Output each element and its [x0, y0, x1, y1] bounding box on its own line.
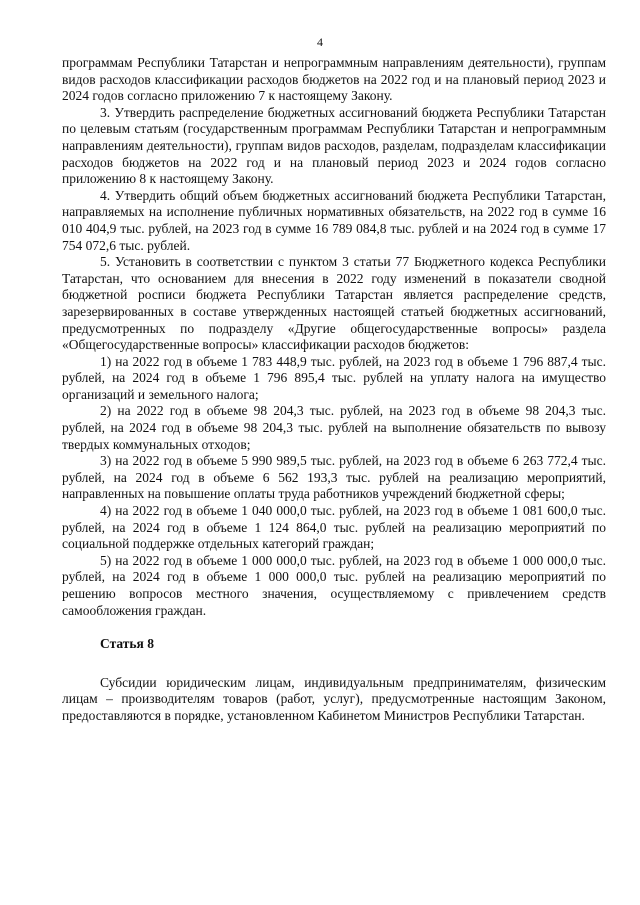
page-number: 4 [317, 35, 323, 49]
paragraph-item-4: 4. Утвердить общий объем бюджетных ассигнований бюджета Республики Татарстан, направляемых на исполнение публичных нормативных обязательств, на 2022 год в сумме 16 010 404,9 тыс. рублей, на 2023 год в сумме 16 789 084,8 тыс. рублей и на 2024 год в сумме 17 754 072,6 тыс. рублей. [62, 187, 606, 253]
document-body [62, 55, 606, 725]
subitem-1: 1) на 2022 год в объеме 1 783 448,9 тыс. рублей, на 2023 год в объеме 1 796 887,4 тыс. рублей, на 2024 год в объеме 1 796 895,4 тыс. рублей на уплату налога на имущество организаций и земельного налога; [62, 353, 606, 402]
article-8-paragraph: Субсидии юридическим лицам, индивидуальным предпринимателям, физическим лицам – производителям товаров (работ, услуг), предусмотренные настоящим Законом, предоставляются в порядке, установленном Кабинетом Министров Республики Татарстан. [62, 674, 606, 723]
article-title: Статья 8 [100, 636, 154, 652]
subitem-3: 3) на 2022 год в объеме 5 990 989,5 тыс. рублей, на 2023 год в объеме 6 263 772,4 тыс. рублей, на 2024 год в объеме 6 562 193,3 тыс. рублей на реализацию мероприятий, направленных на повышение оплаты труда работников учреждений бюджетной сферы; [62, 453, 606, 502]
subitem-4: 4) на 2022 год в объеме 1 040 000,0 тыс. рублей, на 2023 год в объеме 1 081 600,0 тыс. рублей, на 2024 год в объеме 1 124 864,0 тыс. рублей на реализацию мероприятий по социальной поддержке отдельных категорий граждан; [62, 503, 606, 552]
subitem-2: 2) на 2022 год в объеме 98 204,3 тыс. рублей, на 2023 год в объеме 98 204,3 тыс. рублей, на 2024 год в объеме 98 204,3 тыс. рублей на выполнение обязательств по вывозу твердых коммунальных отходов; [62, 403, 606, 452]
paragraph-item-3: 3. Утвердить распределение бюджетных ассигнований бюджета Республики Татарстан по целевым статьям (государственным программам Республики Татарстан и непрограммным направлениям деятельности), группам видов расходов, разделам, подразделам классификации расходов бюджетов на 2022 год и на плановый период 2023 и 2024 годов согласно приложению 8 к настоящему Закону. [62, 104, 606, 187]
paragraph-continuation: программам Республики Татарстан и непрограммным направлениям деятельности), группам видов расходов классификации расходов бюджетов на 2022 год и на плановый период 2023 и 2024 годов согласно приложению 7 к настоящему Закону. [62, 55, 606, 104]
subitem-5: 5) на 2022 год в объеме 1 000 000,0 тыс. рублей, на 2023 год в объеме 1 000 000,0 тыс. рублей, на 2024 год в объеме 1 000 000,0 тыс. рублей на реализацию мероприятий по решению вопросов местного значения, осуществляемому с привлечением средств самообложения граждан. [62, 552, 606, 618]
paragraph-item-5: 5. Установить в соответствии с пунктом 3 статьи 77 Бюджетного кодекса Республики Татарстан, что основанием для внесения в 2022 году изменений в показатели сводной бюджетной росписи бюджета Республики Татарстан является распределение средств, зарезервированных в составе утвержденных настоящей статьей бюджетных ассигнований, предусмотренных по подразделу «Другие общегосударственные вопросы» раздела «Общегосударственные вопросы» классификации расходов бюджетов: [62, 254, 606, 353]
